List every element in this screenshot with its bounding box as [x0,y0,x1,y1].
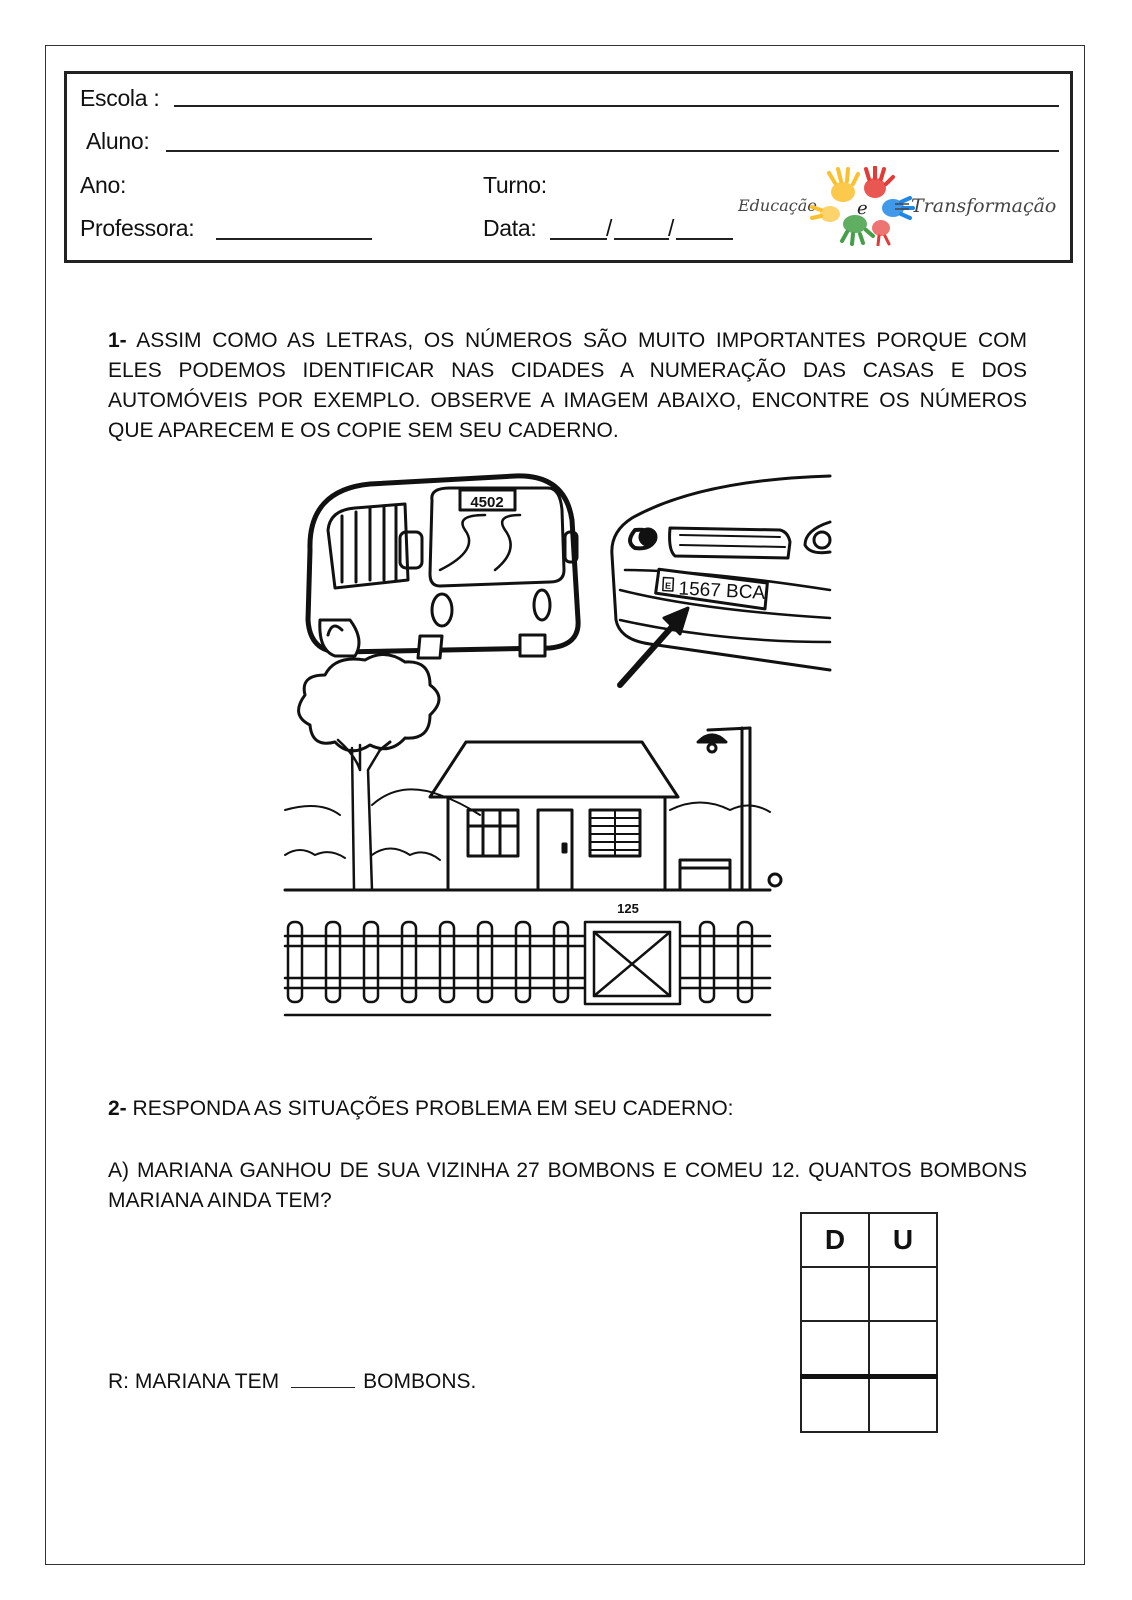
du-cell-d1[interactable] [801,1267,869,1321]
du-cell-u1[interactable] [869,1267,937,1321]
fence-drawing [285,922,770,1015]
du-cell-u2[interactable] [869,1321,937,1377]
du-cell-d2[interactable] [801,1321,869,1377]
answer-blank[interactable] [291,1369,355,1388]
numbers-illustration [280,470,860,1040]
date-separator-1: / [606,215,613,241]
question-1-text: ASSIM COMO AS LETRAS, OS NÚMEROS SÃO MUITO IMPORTANTES PORQUE COM ELES PODEMOS IDENTIFICAR NAS CIDADES A NUMERAÇÃO DAS CASAS E DOS AUTOMÓVEIS POR EXEMPLO. OBSERVE A IMAGEM ABAIXO, ENCONTRE OS NÚMEROS QUE APARECEM E OS COPIE SEM SEU CADERNO. [108,329,1027,442]
ano-label: Ano: [80,172,127,198]
house-number: 125 [617,901,639,916]
question-2 [108,1094,1027,1124]
aluno-label: Aluno: [86,128,150,154]
question-1 [108,326,1027,446]
professora-line[interactable] [216,238,372,240]
bus-drawing [308,476,578,658]
bus-number: 4502 [470,494,504,511]
escola-line[interactable] [174,105,1059,107]
car-drawing [612,476,830,685]
du-cell-u-result[interactable] [869,1377,937,1433]
question-1-number: 1- [108,329,127,352]
date-separator-2: / [668,215,675,241]
educacao-logo [735,166,1065,246]
date-month-line[interactable] [614,238,669,240]
problem-a-text: A) MARIANA GANHOU DE SUA VIZINHA 27 BOMBONS E COMEU 12. QUANTOS BOMBONS MARIANA AINDA TEM? [108,1159,1027,1212]
escola-label: Escola : [80,85,160,111]
question-2-number: 2- [108,1097,127,1120]
aluno-line[interactable] [166,150,1059,152]
arrow-icon [620,620,678,685]
answer-prefix: R: MARIANA TEM [108,1370,280,1393]
du-header-u: U [869,1213,937,1267]
logo-right-text: Transformação [911,195,1057,217]
house-drawing [430,742,678,890]
problem-a-answer [108,1369,476,1394]
turno-label: Turno: [483,172,547,198]
logo-middle-text: e [857,198,868,219]
logo-left-text: Educação [738,196,817,215]
date-day-line[interactable] [550,238,607,240]
du-cell-d-result[interactable] [801,1377,869,1433]
date-year-line[interactable] [676,238,733,240]
plate-number: 1567 BCA [678,578,766,604]
answer-suffix: BOMBONS. [363,1370,477,1393]
question-2-text: RESPONDA AS SITUAÇÕES PROBLEMA EM SEU CADERNO: [132,1097,734,1120]
tree-drawing [299,654,439,890]
du-header-d: D [801,1213,869,1267]
data-label: Data: [483,215,537,241]
professora-label: Professora: [80,215,195,241]
du-table [800,1212,938,1433]
plate-prefix: E [664,580,672,591]
